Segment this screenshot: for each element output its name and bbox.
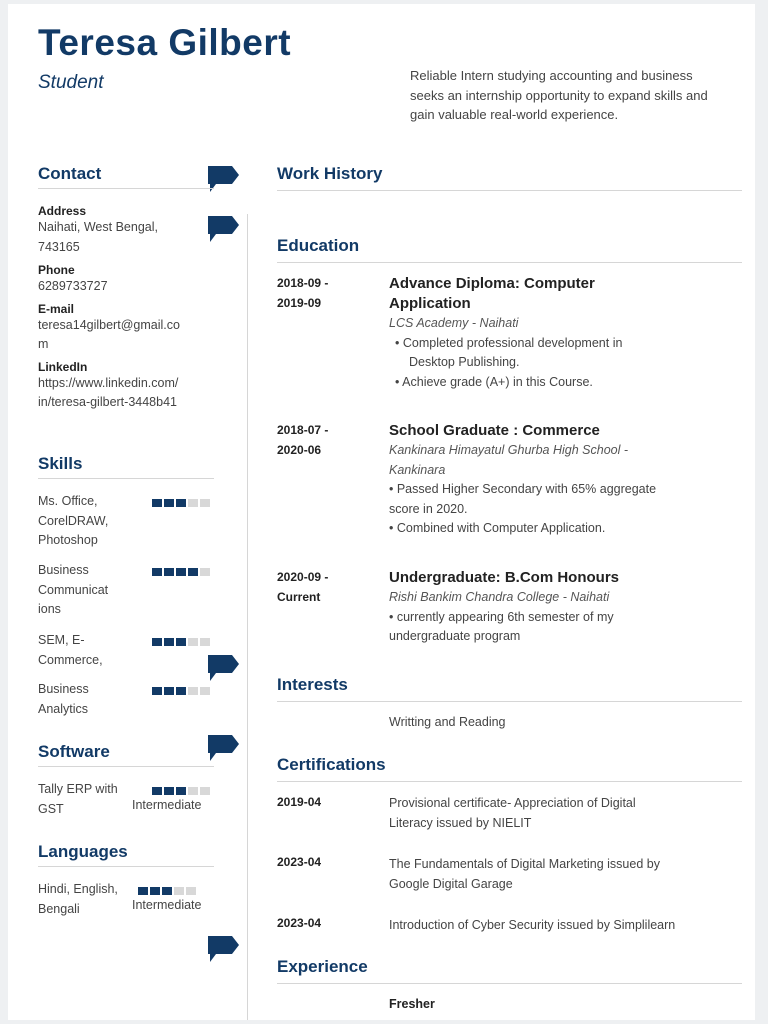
linkedin-value: https://www.linkedin.com/: [38, 375, 179, 390]
rating-segment-filled: [152, 638, 162, 646]
rating-segment-empty: [200, 787, 210, 795]
entry-bullet: undergraduate program: [389, 629, 521, 643]
rating-segment-filled: [164, 687, 174, 695]
candidate-name: Teresa Gilbert: [38, 22, 292, 63]
rating-segment-empty: [200, 687, 210, 695]
interests-text: Writting and Reading: [389, 715, 506, 729]
skills-section: [38, 454, 214, 479]
software-name: Tally ERP with: [38, 782, 118, 796]
rating-segment-empty: [188, 638, 198, 646]
skill-item: [38, 680, 218, 719]
entry-bullet: • Completed professional development in: [395, 335, 623, 350]
certification-date: 2023-04: [277, 855, 322, 869]
skills-heading: Skills: [38, 454, 214, 479]
skill-name: Commerce,: [38, 652, 103, 667]
degree-title: Undergraduate: B.Com Honours: [389, 569, 620, 586]
date-end: 2020-06: [277, 442, 322, 457]
certification-date: 2019-04: [277, 795, 322, 809]
skill-name: Business: [38, 682, 89, 696]
flag-icon: [208, 936, 240, 964]
skill-name: Ms. Office,: [38, 494, 98, 508]
software-name: GST: [38, 801, 64, 816]
certifications-heading: Certifications: [277, 755, 742, 782]
skill-item: [38, 561, 218, 620]
skill-item: [38, 492, 218, 551]
skill-name: ions: [38, 602, 61, 616]
rating-segment-filled: [152, 568, 162, 576]
entry-bullet: • currently appearing 6th semester of my: [389, 609, 614, 624]
interests-heading: Interests: [277, 675, 742, 702]
software-section: [38, 742, 214, 767]
email-value: m: [38, 337, 49, 351]
skill-name: SEM, E-: [38, 633, 85, 647]
language-rating-bar: [138, 887, 196, 895]
education-heading: Education: [277, 236, 742, 263]
entry-bullet: • Combined with Computer Application.: [389, 521, 606, 535]
certification-text: Introduction of Cyber Security issued by Simplilearn: [389, 918, 676, 932]
rating-segment-filled: [188, 568, 198, 576]
institution: Kankinara: [389, 462, 446, 477]
linkedin-value: in/teresa-gilbert-3448b41: [38, 395, 177, 409]
skill-rating-bar: [152, 687, 210, 695]
language-name: Bengali: [38, 901, 80, 916]
contact-section: [38, 164, 214, 189]
certification-item: [389, 916, 744, 936]
skill-item: [38, 631, 218, 670]
entry-bullet: Desktop Publishing.: [409, 355, 520, 369]
skill-name: Communicat: [38, 582, 109, 597]
date-start: 2018-09 -: [277, 276, 329, 290]
linkedin-label: LinkedIn: [38, 359, 88, 374]
certification-text: Provisional certificate- Appreciation of Digital: [389, 796, 636, 810]
software-heading: Software: [38, 742, 214, 767]
date-end: 2019-09: [277, 295, 322, 310]
rating-segment-empty: [188, 499, 198, 507]
address-value: Naihati, West Bengal,: [38, 220, 158, 234]
rating-segment-empty: [188, 687, 198, 695]
experience-heading: Experience: [277, 957, 742, 984]
address-value: 743165: [38, 239, 80, 254]
date-start: 2018-07 -: [277, 423, 329, 437]
institution: LCS Academy - Naihati: [389, 316, 519, 330]
skill-name: Photoshop: [38, 533, 98, 547]
languages-section: [38, 842, 214, 867]
institution: Rishi Bankim Chandra College - Naihati: [389, 590, 610, 604]
rating-segment-filled: [176, 568, 186, 576]
work-history-heading: Work History: [277, 164, 742, 191]
skill-name: CorelDRAW,: [38, 513, 109, 528]
degree-title: Application: [389, 295, 471, 312]
institution: Kankinara Himayatul Ghurba High School -: [389, 443, 629, 457]
experience-text: Fresher: [389, 997, 435, 1011]
certification-text: The Fundamentals of Digital Marketing issued by: [389, 857, 660, 871]
rating-segment-filled: [138, 887, 148, 895]
phone-label: Phone: [38, 263, 75, 277]
column-divider: [247, 214, 248, 1020]
rating-segment-empty: [188, 787, 198, 795]
rating-segment-filled: [176, 687, 186, 695]
skill-rating-bar: [152, 568, 210, 576]
rating-segment-filled: [164, 787, 174, 795]
software-rating-bar: [152, 787, 210, 795]
education-entry: [389, 421, 734, 539]
education-date: [277, 274, 367, 313]
rating-segment-filled: [164, 568, 174, 576]
rating-segment-filled: [164, 499, 174, 507]
rating-segment-filled: [152, 787, 162, 795]
software-level: Intermediate: [132, 798, 202, 812]
certification-item: [389, 855, 744, 894]
rating-segment-filled: [150, 887, 160, 895]
rating-segment-empty: [200, 568, 210, 576]
entry-bullet: • Passed Higher Secondary with 65% aggregate: [389, 482, 657, 496]
contact-details: [38, 204, 214, 413]
certification-date: 2023-04: [277, 916, 322, 930]
rating-segment-filled: [164, 638, 174, 646]
address-label: Address: [38, 204, 87, 218]
rating-segment-filled: [152, 499, 162, 507]
rating-segment-filled: [176, 499, 186, 507]
certification-text: Literacy issued by NIELIT: [389, 815, 532, 830]
date-end: Current: [277, 589, 321, 604]
entry-bullet: • Achieve grade (A+) in this Course.: [395, 374, 593, 389]
education-entry: [389, 274, 734, 392]
rating-segment-filled: [176, 638, 186, 646]
candidate-role: Student: [38, 72, 104, 93]
degree-title: Advance Diploma: Computer: [389, 275, 595, 292]
rating-segment-empty: [200, 638, 210, 646]
rating-segment-empty: [186, 887, 196, 895]
language-name: Hindi, English,: [38, 882, 118, 896]
email-label: E-mail: [38, 301, 75, 316]
contact-heading: Contact: [38, 164, 214, 189]
entry-bullet: score in 2020.: [389, 501, 468, 516]
skill-rating-bar: [152, 638, 210, 646]
skill-rating-bar: [152, 499, 210, 507]
skill-name: Business: [38, 563, 89, 577]
resume-page: [8, 4, 755, 1020]
education-date: [277, 568, 367, 607]
certification-item: [389, 794, 744, 833]
languages-heading: Languages: [38, 842, 214, 867]
email-value: teresa14gilbert@gmail.co: [38, 317, 180, 332]
rating-segment-filled: [176, 787, 186, 795]
rating-segment-empty: [200, 499, 210, 507]
phone-value: 6289733727: [38, 279, 108, 293]
summary-text: Reliable Intern studying accounting and business seeks an internship opportunity to expand skills and gain valuable real-world experience.: [410, 68, 708, 122]
rating-segment-filled: [162, 887, 172, 895]
rating-segment-empty: [174, 887, 184, 895]
skill-name: Analytics: [38, 701, 89, 716]
education-date: [277, 421, 367, 460]
degree-title: School Graduate : Commerce: [389, 422, 600, 439]
software-item: [38, 780, 218, 819]
rating-segment-filled: [152, 687, 162, 695]
certification-text: Google Digital Garage: [389, 876, 513, 891]
language-level: Intermediate: [132, 898, 202, 912]
education-entry: [389, 568, 734, 647]
language-item: [38, 880, 218, 919]
date-start: 2020-09 -: [277, 570, 329, 584]
